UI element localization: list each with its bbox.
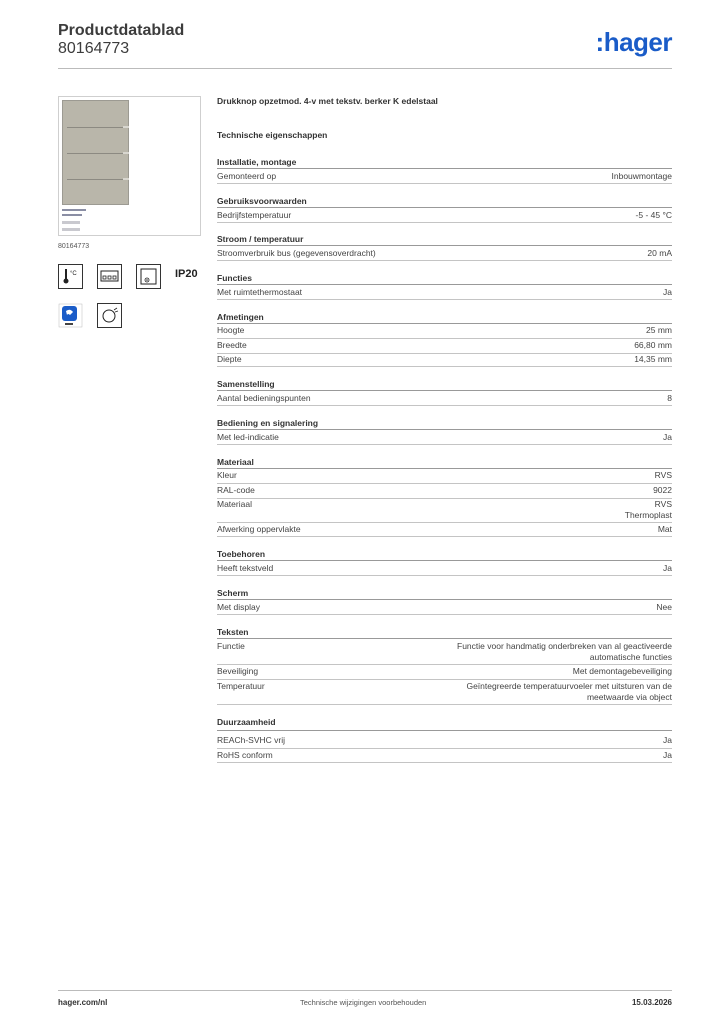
spec-row [217,681,672,705]
thermostat-icon [97,303,122,328]
spec-value: RVS [654,499,672,509]
spec-label: Met led-indicatie [217,432,279,442]
spec-row [217,432,672,445]
spec-value: 66,80 mm [634,340,672,350]
spec-value-second-line: automatische functies [589,652,672,662]
spec-value: Ja [663,563,672,573]
spec-row [217,750,672,763]
section-divider [217,599,672,600]
section-divider [217,560,672,561]
spec-row [217,485,672,499]
spec-label: Afwerking oppervlakte [217,524,301,534]
product-thumbnail [62,228,80,231]
spec-label: Met display [217,602,260,612]
spec-value-second-line: Thermoplast [624,510,672,520]
led-indicator-icon [136,264,161,289]
spec-label: Met ruimtethermostaat [217,287,303,297]
spec-value-second-line: meetwaarde via object [586,692,672,702]
spec-label: Stroomverbruik bus (gegevensoverdracht) [217,248,376,258]
spec-value: Ja [663,735,672,745]
spec-row [217,666,672,680]
document-title: Productdatablad [58,22,185,39]
display-module-icon [97,264,122,289]
temperature-sensor-icon [58,264,83,289]
spec-value: 9022 [653,485,672,495]
spec-label: Heeft tekstveld [217,563,274,573]
spec-value: Ja [663,287,672,297]
spec-value: -5 - 45 °C [635,210,672,220]
spec-label: REACh-SVHC vrij [217,735,286,745]
spec-row [217,470,672,484]
section-divider [217,168,672,169]
footer-website-link[interactable]: hager.com/nl [58,998,108,1007]
ip20-badge: IP20 [175,268,198,280]
header-divider [58,68,672,69]
section-divider [217,638,672,639]
product-thumbnail [62,214,82,216]
spec-row [217,393,672,406]
section-title: Materiaal [217,457,254,467]
spec-label: RoHS conform [217,750,273,760]
section-title: Duurzaamheid [217,717,276,727]
section-title: Installatie, montage [217,157,297,167]
spec-row [217,499,672,523]
technical-properties-title: Technische eigenschappen [217,130,328,140]
spec-label: RAL-code [217,485,255,495]
spec-value: 8 [667,393,672,403]
spec-value: Inbouwmontage [611,171,672,181]
section-title: Scherm [217,588,249,598]
spec-value: Ja [663,432,672,442]
spec-label: Gemonteerd op [217,171,277,181]
spec-label: Kleur [217,470,237,480]
section-title: Samenstelling [217,379,275,389]
product-thumbnail [62,221,80,224]
spec-label: Bedrijfstemperatuur [217,210,292,220]
spec-row [217,735,672,749]
spec-label: Breedte [217,340,247,350]
spec-value: 20 mA [647,248,672,258]
spec-row [217,171,672,184]
spec-row [217,563,672,576]
document-header [58,22,184,58]
document-product-number: 80164773 [58,40,130,57]
spec-label: Materiaal [217,499,252,509]
section-divider [217,207,672,208]
section-divider [217,429,672,430]
spec-value: 25 mm [646,325,672,335]
footer-date: 15.03.2026 [631,998,672,1007]
section-title: Afmetingen [217,312,264,322]
product-code: 80164773 [58,243,90,250]
spec-row [217,287,672,300]
spec-row [217,210,672,223]
spec-value: RVS [654,470,672,480]
spec-value: Geïntegreerde temperatuurvoeler met uitsturen van de [466,681,672,691]
spec-label: Hoogte [217,325,245,335]
spec-row [217,524,672,537]
section-divider [217,245,672,246]
spec-label: Functie [217,641,245,651]
spec-row [217,248,672,261]
spec-value: 14,35 mm [634,354,672,364]
product-thumbnail [62,209,86,211]
svg-text:°C: °C [70,271,77,277]
product-name: Drukknop opzetmod. 4-v met tekstv. berker K edelstaal [217,96,438,106]
spec-value: Mat [657,524,672,534]
section-title: Teksten [217,627,249,637]
spec-row [217,340,672,354]
section-divider [217,390,672,391]
section-title: Toebehoren [217,549,266,559]
hager-logo: :hager [595,27,672,57]
spec-row [217,602,672,615]
spec-row [217,354,672,367]
product-image [62,100,129,205]
section-title: Bediening en signalering [217,418,319,428]
section-title: Stroom / temperatuur [217,234,304,244]
section-divider [217,284,672,285]
spec-value: Met demontagebeveiliging [572,666,672,676]
spec-label: Beveiliging [217,666,259,676]
section-title: Functies [217,273,252,283]
spec-label: Diepte [217,354,242,364]
section-title: Gebruiksvoorwaarden [217,196,307,206]
spec-row [217,641,672,665]
section-divider [217,730,672,731]
spec-value: Nee [656,602,672,612]
footer-divider [58,990,672,991]
section-divider [217,323,672,324]
section-divider [217,468,672,469]
spec-value: Ja [663,750,672,760]
knx-logo-icon [58,303,83,328]
spec-label: Temperatuur [217,681,265,691]
spec-label: Aantal bedieningspunten [217,393,311,403]
spec-value: Functie voor handmatig onderbreken van al geactiveerde [457,641,672,651]
footer-disclaimer: Technische wijzigingen voorbehouden [300,998,427,1007]
spec-row [217,325,672,339]
product-image-frame [58,96,201,236]
